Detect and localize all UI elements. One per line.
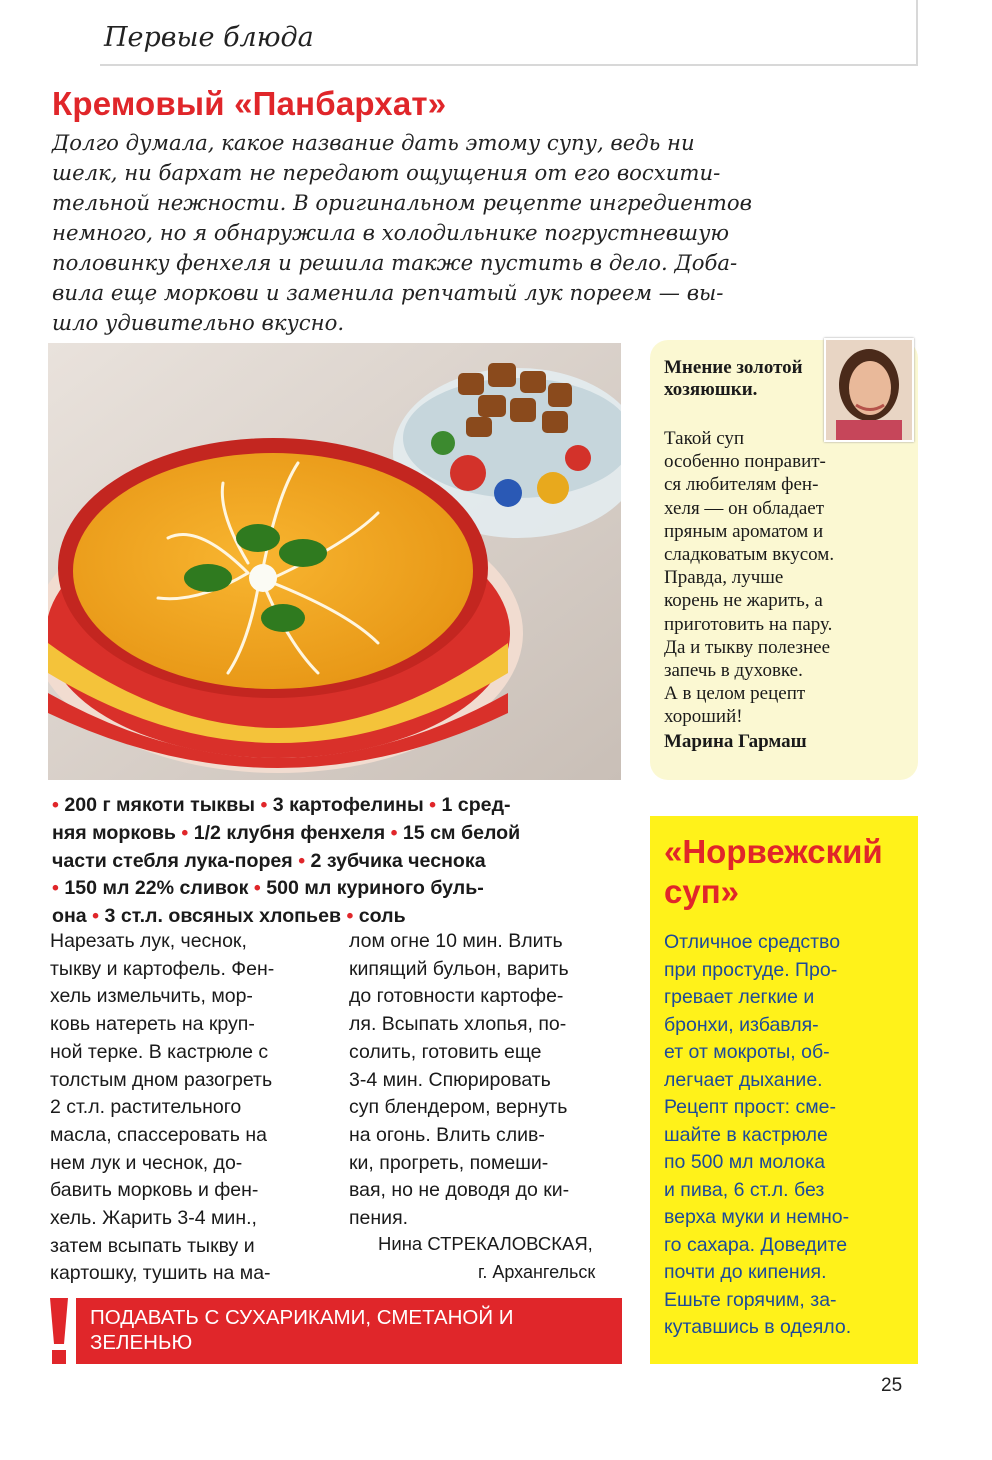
norwegian-line: по 500 мл молока (664, 1151, 826, 1173)
norwegian-line: почти до кипения. (664, 1261, 827, 1283)
ingredients-line: • 200 г мякоти тыквы • 3 картофелины • 1 сред- (52, 794, 511, 816)
instruction-line: ки, прогреть, помеши- (349, 1151, 549, 1174)
bullet-dot: • (181, 821, 189, 844)
norwegian-line: Ешьте горячим, за- (664, 1288, 837, 1311)
bullet-dot: • (429, 794, 437, 816)
instruction-line: тыкву и картофель. Фен- (50, 957, 275, 980)
opinion-line: пряным ароматом и (664, 520, 824, 542)
recipe-intro (52, 128, 897, 338)
norwegian-line: гревает легкие и (664, 986, 815, 1008)
bullet-dot: • (390, 821, 398, 844)
instruction-line: ковь натереть на круп- (50, 1013, 255, 1036)
opinion-line: хеля — он обладает (664, 497, 825, 519)
instructions-column-left (50, 928, 330, 1288)
opinion-line: Да и тыкву полезнее (664, 636, 831, 658)
instruction-line: пения. (349, 1207, 409, 1230)
bullet-dot: • (346, 905, 354, 928)
opinion-author: Марина Гармаш (664, 731, 807, 752)
bullet-dot: • (52, 794, 59, 816)
ingredients-line: • 150 мл 22% сливок • 500 мл куриного буль- (52, 877, 484, 900)
instruction-line: затем всыпать тыкву и (50, 1234, 255, 1257)
instruction-line: ля. Всыпать хлопья, по- (349, 1013, 567, 1036)
intro-line: тельной нежности. В оригинальном рецепте ингредиентов (52, 190, 752, 215)
opinion-line: хороший! (664, 706, 743, 728)
norwegian-soup-text (664, 929, 909, 1342)
opinion-line: корень не жарить, а (664, 590, 823, 612)
norwegian-line: Отличное средство (664, 931, 841, 953)
instruction-line: суп блендером, вернуть (349, 1096, 568, 1119)
norwegian-line: легчает дыхание. (664, 1068, 823, 1091)
instruction-line: картошку, тушить на ма- (50, 1262, 271, 1285)
instructions-column-right (349, 928, 624, 1233)
ingredients-line: няя морковь • 1/2 клубня фенхеля • 15 см белой (52, 821, 521, 844)
intro-line: шло удивительно вкусно. (52, 310, 345, 335)
instruction-line: на огонь. Влить слив- (349, 1123, 545, 1146)
instruction-line: кипящий бульон, варить (349, 957, 569, 980)
page-number: 25 (881, 1375, 903, 1396)
recipe-author-city: г. Архангельск (478, 1262, 596, 1282)
instruction-line: солить, готовить еще (349, 1040, 542, 1063)
norwegian-soup-title: «Норвежский суп» (664, 833, 883, 910)
instruction-line: ной терке. В кастрюле с (50, 1040, 269, 1063)
opinion-line: Правда, лучше (664, 567, 784, 589)
instruction-line: хель. Жарить 3-4 мин., (50, 1207, 257, 1230)
opinion-line: сладковатым вкусом. (664, 544, 835, 566)
instruction-line: бавить морковь и фен- (50, 1179, 259, 1202)
instruction-line: вая, но не доводя до ки- (349, 1179, 570, 1202)
bullet-dot: • (253, 877, 261, 900)
opinion-line: Такой суп (664, 428, 745, 449)
instruction-line: 3-4 мин. Спюрировать (349, 1068, 551, 1091)
serving-tip-text: ПОДАВАТЬ С СУХАРИКАМИ, СМЕТАНОЙ И ЗЕЛЕНЬЮ (90, 1306, 514, 1354)
norwegian-line: го сахара. Доведите (664, 1233, 848, 1256)
opinion-line: А в целом рецепт (664, 683, 806, 705)
bullet-dot: • (298, 849, 306, 872)
opinion-text (664, 427, 909, 729)
recipe-author-name: Нина СТРЕКАЛОВСКАЯ, (378, 1233, 593, 1254)
intro-line: шелк, ни бархат не передают ощущения от его восхити- (52, 160, 721, 185)
instruction-line: толстым дном разогреть (50, 1068, 273, 1091)
norwegian-line: ет от мокроты, об- (664, 1041, 830, 1063)
exclamation-icon (48, 1296, 70, 1366)
instruction-line: масла, спассеровать на (50, 1123, 267, 1146)
instruction-line: 2 ст.л. растительного (50, 1096, 242, 1119)
opinion-line: запечь в духовке. (664, 660, 803, 682)
norwegian-line: и пива, 6 ст.л. без (664, 1178, 825, 1201)
bullet-dot: • (52, 877, 59, 900)
opinion-line: ся любителям фен- (664, 474, 819, 496)
ingredients-list (52, 792, 622, 931)
opinion-heading: Мнение золотой хозяюшки. (664, 357, 803, 400)
opinion-line: особенно понравит- (664, 451, 826, 473)
intro-line: половинку фенхеля и решила также пустить в дело. Доба- (52, 250, 738, 275)
norwegian-line: кутавшись в одеяло. (664, 1316, 852, 1338)
norwegian-line: при простуде. Про- (664, 958, 838, 981)
instruction-line: хель измельчить, мор- (50, 985, 253, 1008)
norwegian-line: бронхи, избавля- (664, 1013, 819, 1036)
norwegian-line: шайте в кастрюле (664, 1123, 828, 1146)
intro-line: Долго думала, какое название дать этому супу, ведь ни (52, 130, 695, 155)
bullet-dot: • (92, 905, 100, 928)
opinion-line: приготовить на пару. (664, 613, 833, 635)
intro-line: немного, но я обнаружила в холодильнике погрустневшую (52, 220, 730, 245)
ingredients-line: она • 3 ст.л. овсяных хлопьев • соль (52, 905, 406, 928)
intro-line: вила еще моркови и заменила репчатый лук пореем — вы- (52, 280, 724, 305)
instruction-line: лом огне 10 мин. Влить (349, 930, 563, 952)
norwegian-line: верха муки и немно- (664, 1206, 850, 1228)
soup-photo (48, 343, 621, 780)
instruction-line: до готовности картофе- (349, 985, 564, 1008)
norwegian-line: Рецепт прост: сме- (664, 1096, 836, 1118)
section-title: Первые блюда (104, 22, 314, 53)
bullet-dot: • (260, 794, 268, 816)
instruction-line: нем лук и чеснок, до- (50, 1151, 243, 1174)
recipe-title: Кремовый «Панбархат» (52, 85, 447, 122)
ingredients-line: части стебля лука-порея • 2 зубчика чеснока (52, 849, 486, 872)
instruction-line: Нарезать лук, чеснок, (50, 930, 247, 952)
